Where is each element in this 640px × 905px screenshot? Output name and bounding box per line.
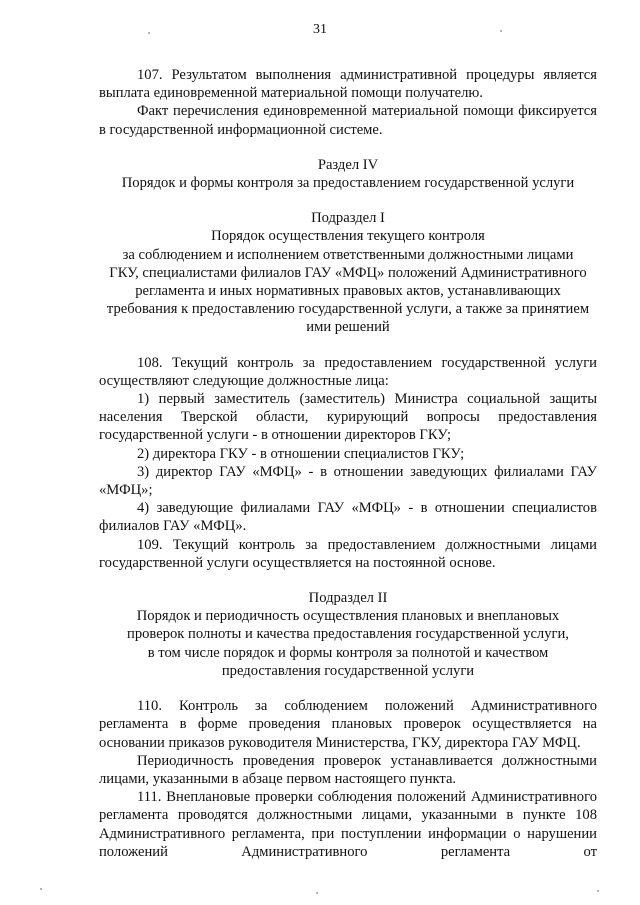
paragraph-108: 108. Текущий контроль за предоставлением государственной услуги осуществляют следующие должностные лица: (99, 354, 597, 389)
subsection-heading-line: ими решений (306, 319, 390, 336)
scan-speck (40, 888, 42, 890)
paragraph-110: 110. Контроль за соблюдением положений Административного регламента в форме проведения плановых проверок осуществляется на основании приказов руководителя Министерства, ГКУ, директора ГАУ МФЦ. (99, 698, 597, 751)
section-title: Раздел IV (317, 156, 379, 173)
scan-speck (316, 892, 318, 894)
paragraph-110-periodicity: Периодичность проведения проверок устанавливается должностными лицами, указанными в абзаце первом настоящего пункта. (99, 752, 597, 787)
subsection-heading-line: ГКУ, специалистами филиалов ГАУ «МФЦ» положений Административного (109, 264, 587, 281)
subsection-title: Подраздел II (308, 590, 388, 607)
paragraph-108-item-3: 3) директор ГАУ «МФЦ» - в отношении заведующих филиалами ГАУ «МФЦ»; (99, 463, 597, 499)
paragraph-107-fact: Факт перечисления единовременной материальной помощи фиксируется в государственной информационной системе. (99, 103, 597, 138)
paragraph-107: 107. Результатом выполнения административной процедуры является выплата единовременной материальной помощи получателю. (99, 67, 597, 102)
paragraph-108-item-2: 2) директора ГКУ - в отношении специалистов ГКУ; (137, 445, 465, 462)
paragraph-108-item-1: 1) первый заместитель (заместитель) Министра социальной защиты населения Тверской области, курирующий вопросы предоставления государственной услуги - в отношении директоров ГКУ; (99, 391, 597, 444)
scan-speck (597, 890, 599, 892)
subsection-heading-line: Порядок осуществления текущего контроля (211, 228, 485, 245)
subsection-heading-line: за соблюдением и исполнением ответственными должностными лицами (122, 246, 574, 263)
subsection-heading-line: проверок полноты и качества предоставления государственной услуги, (127, 626, 569, 643)
scan-speck (148, 32, 150, 34)
page-number: 31 (313, 22, 327, 37)
subsection-heading-line: требования к предоставлению государственной услуги, а также за принятием (106, 301, 590, 318)
subsection-heading-line: в том числе порядок и формы контроля за полнотой и качеством (147, 644, 549, 661)
subsection-heading-line: предоставления государственной услуги (221, 662, 475, 679)
paragraph-111: 111. Внеплановые проверки соблюдения положений Административного регламента проводятся должностными лицами, указанными в пункте 108 Административного регламента, при поступлении информации о нарушении положений Административного регламента от (99, 789, 597, 860)
document-body (99, 66, 597, 861)
subsection-1-heading (99, 209, 597, 336)
subsection-heading-line: регламента и иных нормативных правовых актов, устанавливающих (135, 283, 561, 300)
subsection-2-heading (99, 589, 597, 680)
paragraph-108-item-4: 4) заведующие филиалами ГАУ «МФЦ» - в отношении специалистов филиалов ГАУ «МФЦ». (99, 500, 597, 535)
paragraph-109: 109. Текущий контроль за предоставлением должностными лицами государственной услуги осуществляется на постоянной основе. (99, 536, 597, 571)
section-subtitle: Порядок и формы контроля за предоставлением государственной услуги (121, 175, 575, 192)
section-4-heading (99, 156, 597, 192)
scan-speck (500, 30, 502, 32)
subsection-heading-line: Порядок и периодичность осуществления плановых и внеплановых (136, 608, 560, 625)
subsection-title: Подраздел I (311, 210, 385, 227)
